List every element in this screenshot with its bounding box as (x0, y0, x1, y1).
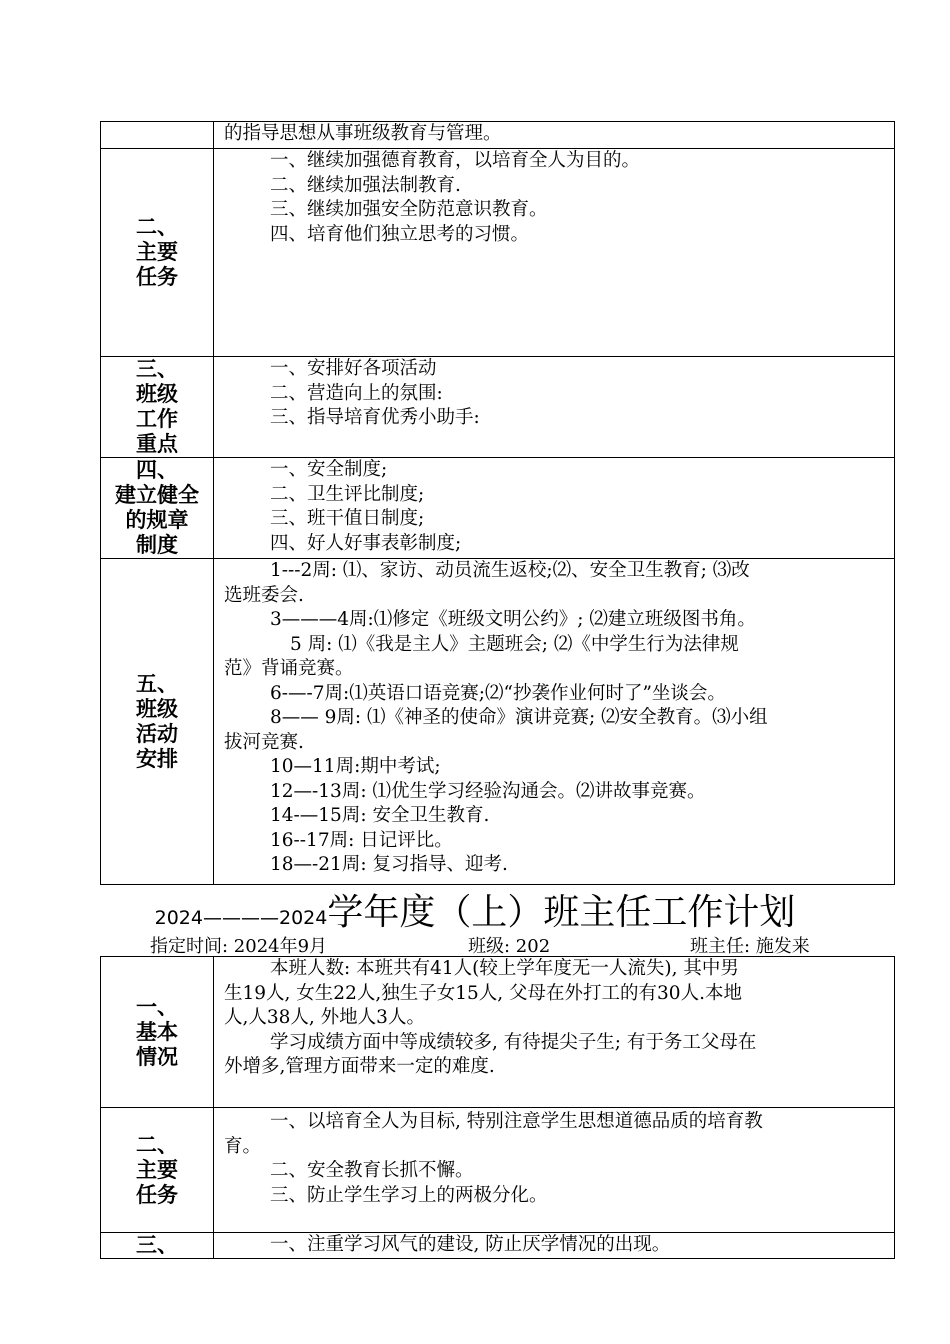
label-line: 活动 (136, 721, 178, 746)
table-row (101, 1108, 895, 1233)
content-line: 三、继续加强安全防范意识教育。 (270, 199, 548, 220)
content-line: 6-—-7周:⑴英语口语竞赛;⑵“抄袭作业何时了”坐谈会。 (270, 682, 726, 704)
content-line: 12—-13周: ⑴优生学习经验沟通会。⑵讲故事竞赛。 (270, 780, 706, 802)
label-line: 安排 (136, 746, 178, 771)
content-line: 选班委会. (224, 584, 304, 606)
content-line: 二、安全教育长抓不懈。 (270, 1160, 474, 1181)
table-row (101, 1233, 895, 1259)
label-line: 班级 (136, 382, 178, 406)
label-line: 主要 (136, 240, 178, 264)
content-line: 范》背诵竞赛。 (224, 658, 354, 679)
row-content (214, 559, 895, 885)
content-line: 1---2周: ⑴、家访、动员流生返校;⑵、安全卫生教育; ⑶改 (270, 560, 750, 581)
table-row (101, 458, 895, 559)
content-line: 拔河竞赛. (224, 731, 304, 753)
label-line: 四、 (136, 458, 178, 482)
label-line: 制度 (136, 533, 178, 557)
label-line: 三、 (136, 357, 178, 381)
title-years: 2024————2024 (154, 907, 328, 929)
table-row (101, 122, 895, 149)
label-line: 班级 (136, 696, 178, 721)
content-line: 一、注重学习风气的建设, 防止厌学情况的出现。 (270, 1234, 671, 1255)
content-line: 学习成绩方面中等成绩较多, 有待提尖子生; 有于务工父母在 (270, 1031, 757, 1053)
plan-table (100, 956, 895, 1259)
content-line: 16--17周: 日记评比。 (270, 829, 453, 851)
label-line: 任务 (136, 265, 178, 289)
content-line: 18—-21周: 复习指导、迎考. (270, 854, 508, 875)
row-label-class-work-focus (101, 357, 214, 458)
content-line: 三、班干值日制度; (270, 508, 425, 529)
row-label-class-activities (101, 559, 214, 885)
label-line: 基本 (136, 1019, 178, 1044)
row-content (214, 357, 895, 458)
content-line: 一、以培育全人为目标, 特别注意学生思想道德品质的培育教 (270, 1111, 763, 1132)
label-line: 工作 (136, 407, 178, 431)
content-line: 三、防止学生学习上的两极分化。 (270, 1184, 548, 1206)
title-main: 学年度（上）班主任工作计划 (327, 892, 796, 933)
table-row (101, 559, 895, 885)
content-line: 二、营造向上的氛围: (270, 382, 443, 404)
row-label-main-tasks (101, 1108, 214, 1233)
content-line: 一、安排好各项活动 (270, 358, 437, 379)
label-line: 建立健全 (115, 483, 199, 507)
label-line: 情况 (136, 1044, 178, 1069)
row-content (214, 149, 895, 357)
label-line: 一、 (136, 994, 178, 1019)
row-content (214, 957, 895, 1108)
content-line: 一、继续加强德育教育，以培育全人为目的。 (270, 150, 641, 171)
content-line: 育。 (224, 1135, 262, 1157)
row-label-basic-situation (101, 957, 214, 1108)
content-line: 5 周: ⑴《我是主人》主题班会; ⑵《中学生行为法律规 (290, 633, 739, 655)
meta-date: 指定时间: 2024年9月 (150, 936, 328, 957)
table-row (101, 149, 895, 357)
row-label-main-tasks (101, 149, 214, 357)
content-line: 一、安全制度; (270, 459, 388, 480)
content-line: 二、继续加强法制教育. (270, 174, 461, 196)
table-row (101, 357, 895, 458)
row-content (214, 458, 895, 559)
label-line: 三、 (136, 1233, 178, 1257)
content-line: 8—— 9周: ⑴《神圣的使命》演讲竞赛; ⑵安全教育。⑶小组 (270, 707, 768, 728)
row-label-empty (101, 122, 214, 149)
row-content (214, 1233, 895, 1259)
label-line: 二、 (136, 215, 178, 239)
row-content (214, 1108, 895, 1233)
content-line: 14-—15周: 安全卫生教育. (270, 805, 490, 826)
label-line: 主要 (136, 1157, 178, 1182)
plan-table-continued (100, 121, 895, 885)
label-line: 的规章 (125, 508, 189, 532)
label-line: 任务 (136, 1182, 178, 1207)
row-content (214, 122, 895, 149)
content-line: 三、指导培育优秀小助手: (270, 407, 480, 428)
content-line: 生19人, 女生22人,独生子女15人, 父母在外打工的有30人.本地 (224, 982, 742, 1004)
content-line: 本班人数: 本班共有41人(较上学年度无一人流失), 其中男 (270, 958, 739, 979)
content-line: 四、好人好事表彰制度; (270, 532, 462, 554)
content-line: 的指导思想从事班级教育与管理。 (224, 123, 502, 144)
meta-class: 班级: 202 (468, 936, 551, 957)
label-line: 二、 (136, 1132, 178, 1157)
row-label-rules (101, 458, 214, 559)
document-title (0, 884, 950, 935)
meta-teacher: 班主任: 施发来 (690, 936, 810, 957)
row-label-third (101, 1233, 214, 1259)
content-line: 10—11周:期中考试; (270, 756, 441, 777)
label-line: 五、 (136, 671, 178, 696)
content-line: 人,人38人, 外地人3人。 (224, 1007, 425, 1028)
content-line: 二、卫生评比制度; (270, 483, 425, 505)
content-line: 外增多,管理方面带来一定的难度. (224, 1056, 495, 1077)
content-line: 3———4周:⑴修定《班级文明公约》; ⑵建立班级图书角。 (270, 609, 756, 630)
label-line: 重点 (136, 432, 178, 456)
content-line: 四、培育他们独立思考的习惯。 (270, 223, 530, 245)
table-row (101, 957, 895, 1108)
